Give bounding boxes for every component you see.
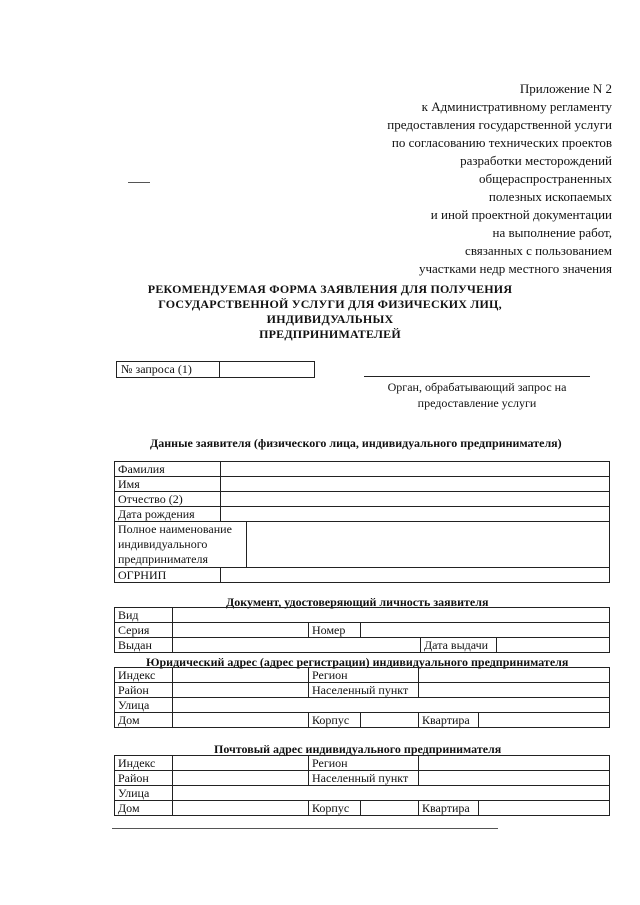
name-label: Имя — [115, 477, 221, 492]
table-row — [115, 623, 610, 638]
legal-locality-field[interactable] — [419, 683, 610, 698]
surname-label: Фамилия — [115, 462, 221, 477]
patronymic-field[interactable] — [221, 492, 610, 507]
postal-house-label: Дом — [115, 801, 173, 816]
legal-locality-label: Населенный пункт — [309, 683, 419, 698]
legal-index-field[interactable] — [173, 668, 309, 683]
appendix-line: и иной проектной документации — [430, 207, 612, 222]
legal-address-heading: Юридический адрес (адрес регистрации) индивидуального предпринимателя — [146, 655, 569, 669]
form-title-line: ГОСУДАРСТВЕННОЙ УСЛУГИ ДЛЯ ФИЗИЧЕСКИХ ЛИЦ, ИНДИВИДУАЛЬНЫХ — [158, 297, 502, 326]
legal-apartment-field[interactable] — [479, 713, 610, 728]
form-title-line: ПРЕДПРИНИМАТЕЛЕЙ — [259, 327, 401, 341]
applicant-heading: Данные заявителя (физического лица, индивидуального предпринимателя) — [150, 436, 562, 450]
postal-apartment-label: Квартира — [419, 801, 479, 816]
request-number-table — [116, 361, 315, 378]
legal-region-field[interactable] — [419, 668, 610, 683]
identity-table — [114, 607, 610, 653]
full-name-label-line: Полное наименование — [118, 522, 232, 536]
postal-index-field[interactable] — [173, 756, 309, 771]
table-row — [115, 668, 610, 683]
form-title-line: РЕКОМЕНДУЕМАЯ ФОРМА ЗАЯВЛЕНИЯ ДЛЯ ПОЛУЧЕНИЯ — [147, 282, 513, 296]
table-row — [115, 568, 610, 583]
table-row — [115, 507, 610, 522]
form-title — [100, 282, 560, 342]
legal-district-label: Район — [115, 683, 173, 698]
postal-locality-field[interactable] — [419, 771, 610, 786]
legal-house-label: Дом — [115, 713, 173, 728]
surname-field[interactable] — [221, 462, 610, 477]
legal-street-field[interactable] — [173, 698, 610, 713]
birth-date-field[interactable] — [221, 507, 610, 522]
request-number-label: № запроса (1) — [117, 362, 220, 378]
doc-type-field[interactable] — [173, 608, 610, 623]
doc-number-label: Номер — [309, 623, 361, 638]
full-name-label-line: предпринимателя — [118, 552, 208, 566]
doc-issued-label: Выдан — [115, 638, 173, 653]
postal-house-field[interactable] — [173, 801, 309, 816]
dash-mark — [128, 182, 150, 183]
doc-series-label: Серия — [115, 623, 173, 638]
full-name-label — [115, 522, 247, 568]
footer-divider — [112, 828, 498, 829]
table-row — [115, 462, 610, 477]
doc-number-field[interactable] — [361, 623, 610, 638]
legal-district-field[interactable] — [173, 683, 309, 698]
table-row — [115, 522, 610, 568]
organ-caption-line: Орган, обрабатывающий запрос на — [387, 380, 567, 394]
legal-address-table — [114, 667, 610, 728]
appendix-line: на выполнение работ, — [492, 225, 612, 240]
legal-building-field[interactable] — [361, 713, 419, 728]
request-number-field[interactable] — [220, 362, 315, 378]
organ-caption-line: предоставление услуги — [417, 396, 537, 410]
postal-address-heading: Почтовый адрес индивидуального предпринимателя — [214, 742, 502, 756]
table-row — [115, 608, 610, 623]
table-row — [115, 713, 610, 728]
name-field[interactable] — [221, 477, 610, 492]
legal-building-label: Корпус — [309, 713, 361, 728]
appendix-line: по согласованию технических проектов — [391, 135, 612, 150]
postal-apartment-field[interactable] — [479, 801, 610, 816]
appendix-line: Приложение N 2 — [519, 81, 612, 96]
table-row — [115, 698, 610, 713]
patronymic-label: Отчество (2) — [115, 492, 221, 507]
birth-date-label: Дата рождения — [115, 507, 221, 522]
postal-street-label: Улица — [115, 786, 173, 801]
legal-apartment-label: Квартира — [419, 713, 479, 728]
postal-street-field[interactable] — [173, 786, 610, 801]
postal-region-label: Регион — [309, 756, 419, 771]
postal-district-label: Район — [115, 771, 173, 786]
appendix-line: к Административному регламенту — [421, 99, 612, 114]
doc-issued-field[interactable] — [173, 638, 421, 653]
full-name-label-line: индивидуального — [118, 537, 208, 551]
full-name-field[interactable] — [247, 522, 610, 568]
organ-signature-line[interactable] — [364, 376, 590, 377]
table-row — [115, 638, 610, 653]
table-row — [115, 477, 610, 492]
legal-region-label: Регион — [309, 668, 419, 683]
appendix-line: полезных ископаемых — [488, 189, 612, 204]
table-row — [115, 683, 610, 698]
doc-type-label: Вид — [115, 608, 173, 623]
postal-district-field[interactable] — [173, 771, 309, 786]
table-row — [115, 801, 610, 816]
ogrnip-field[interactable] — [221, 568, 610, 583]
doc-issue-date-field[interactable] — [497, 638, 610, 653]
appendix-header — [252, 80, 612, 278]
postal-locality-label: Населенный пункт — [309, 771, 419, 786]
table-row — [115, 786, 610, 801]
table-row — [115, 756, 610, 771]
legal-house-field[interactable] — [173, 713, 309, 728]
appendix-line: участками недр местного значения — [418, 261, 612, 276]
appendix-line: предоставления государственной услуги — [387, 117, 612, 132]
appendix-line: разработки месторождений — [460, 153, 612, 168]
legal-index-label: Индекс — [115, 668, 173, 683]
identity-heading: Документ, удостоверяющий личность заявителя — [226, 595, 489, 609]
table-row — [115, 771, 610, 786]
appendix-line: общераспространенных — [479, 171, 612, 186]
ogrnip-label: ОГРНИП — [115, 568, 221, 583]
postal-region-field[interactable] — [419, 756, 610, 771]
appendix-line: связанных с пользованием — [465, 243, 612, 258]
doc-issue-date-label: Дата выдачи — [421, 638, 497, 653]
legal-street-label: Улица — [115, 698, 173, 713]
organ-caption — [364, 379, 590, 411]
doc-series-field[interactable] — [173, 623, 309, 638]
table-row — [115, 492, 610, 507]
postal-address-table — [114, 755, 610, 816]
postal-building-label: Корпус — [309, 801, 361, 816]
postal-building-field[interactable] — [361, 801, 419, 816]
postal-index-label: Индекс — [115, 756, 173, 771]
applicant-table — [114, 461, 610, 583]
